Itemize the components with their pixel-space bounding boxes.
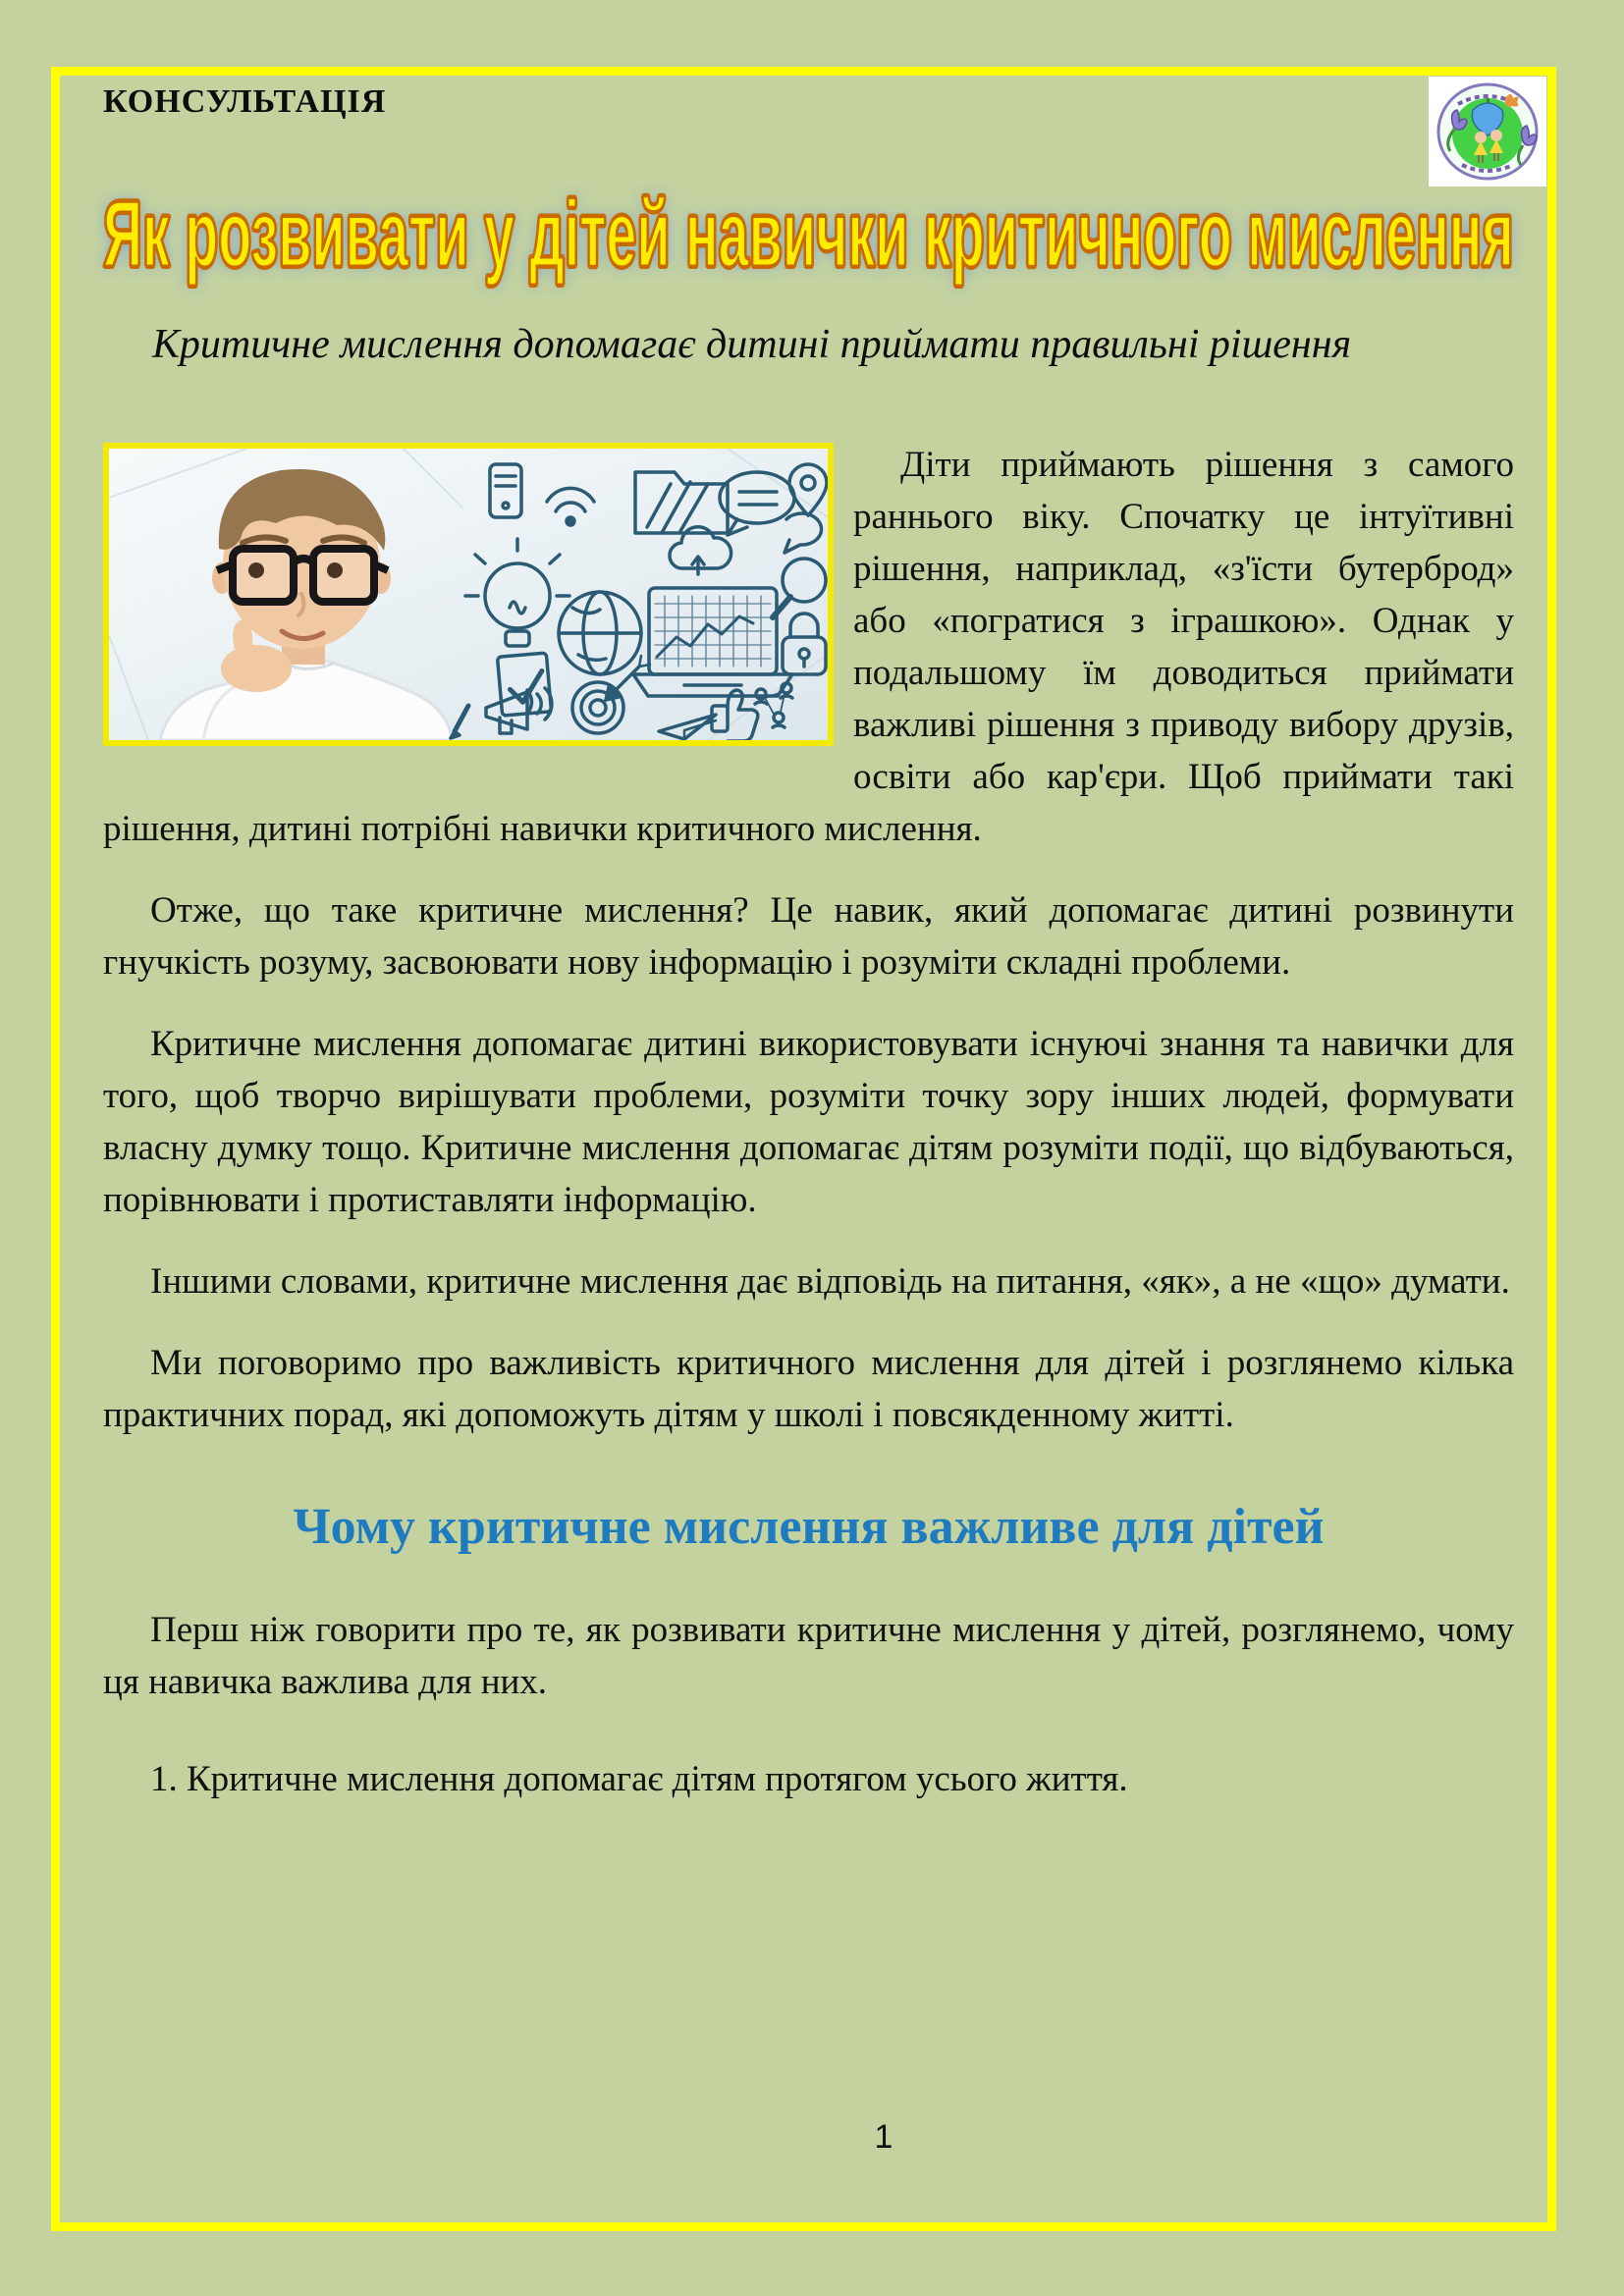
paragraph-plan: Ми поговоримо про важливість критичного мислення для дітей і розглянемо кілька практичних порад, які допоможуть дітям у школі і повсякденному житті. [103, 1343, 1514, 1435]
paragraph-definition: Отже, що таке критичне мислення? Це навик, який допомагає дитині розвинути гнучкість розуму, засвоювати нову інформацію і розуміти складні проблеми. [103, 890, 1514, 983]
paragraph-how-not-what: Іншими словами, критичне мислення дає відповідь на питання, «як», а не «що» думати. [150, 1261, 1510, 1302]
paragraph-benefits: Критичне мислення допомагає дитині використовувати існуючі знання та навички для того, щоб творчо вирішувати проблеми, розуміти точку зору інших людей, формувати власну думку тощо. Критичне мислення допомагає дітям розуміти події, що відбуваються, порівнювати і протиставляти інформацію. [103, 1024, 1514, 1220]
body-text [103, 439, 1514, 1805]
paragraph-before: Перш ніж говорити про те, як розвивати критичне мислення у дітей, розглянемо, чому ця навичка важлива для них. [103, 1610, 1514, 1702]
paragraph-intro: Діти приймають рішення з самого раннього віку. Спочатку це інтуїтивні рішення, наприклад, «з'їсти бутерброд» або «погратися з іграшкою». Однак у подальшому їм доводиться приймати важливі рішення з приводу вибору друзів, освіти або кар'єри. Щоб приймати такі рішення, дитині потрібні навички критичного мислення. [103, 445, 1514, 849]
subtitle: Критичне мислення допомагає дитині приймати правильні рішення [152, 322, 1352, 367]
page-title [103, 182, 1514, 287]
section-heading: Чому критичне мислення важливе для дітей [293, 1499, 1325, 1555]
page-title-text: Як розвивати у дітей навички критичного мислення [103, 182, 1514, 287]
page-number: 1 [874, 2118, 893, 2156]
thinking-boy-photo [103, 443, 834, 746]
paragraph-point-1: 1. Критичне мислення допомагає дітям протягом усього життя. [150, 1759, 1128, 1799]
document-kind-label: КОНСУЛЬТАЦІЯ [103, 83, 387, 120]
